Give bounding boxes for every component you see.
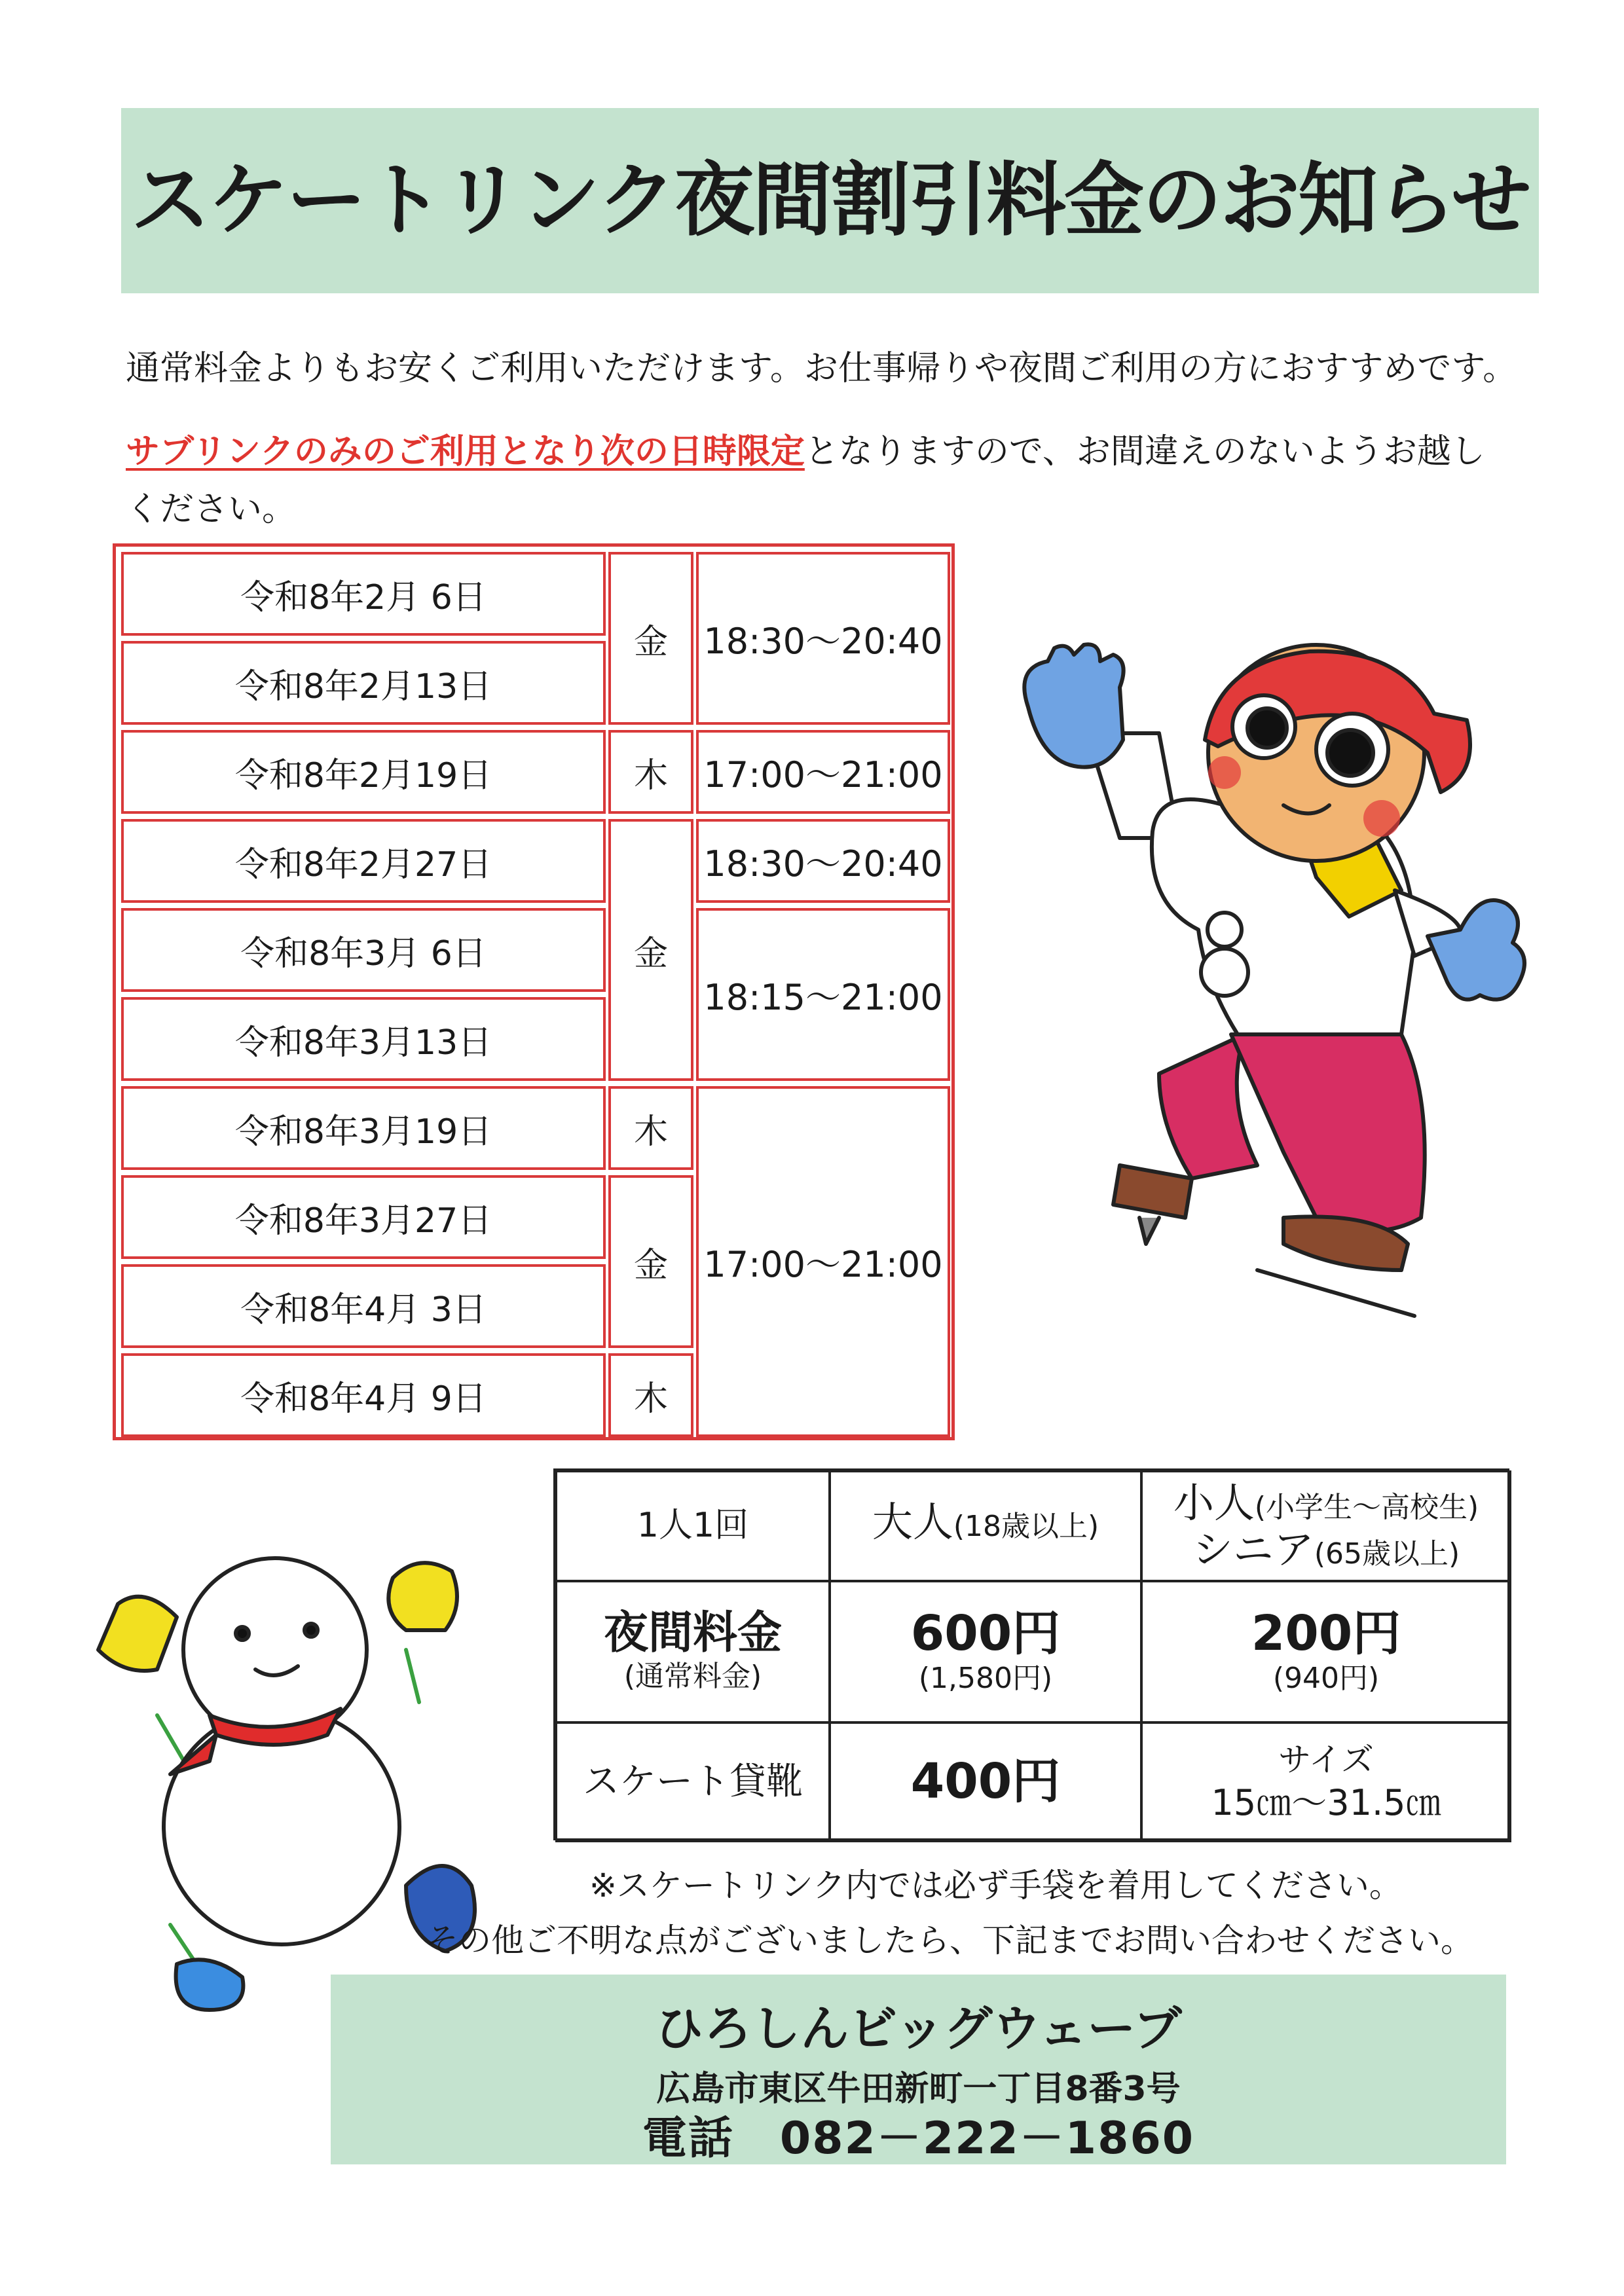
date-cell: 令和8年2月27日 bbox=[121, 819, 606, 903]
weekday-cell: 金 bbox=[608, 819, 693, 1081]
skate-price-cell bbox=[829, 1722, 1142, 1842]
child-price-cell bbox=[1141, 1580, 1511, 1723]
skate-label-cell bbox=[555, 1722, 830, 1842]
senior-sub: (65歳以上) bbox=[1314, 1537, 1460, 1571]
child-night-price: 200円 bbox=[1251, 1605, 1401, 1662]
weekday-cell: 木 bbox=[608, 1086, 693, 1170]
weekday-cell: 金 bbox=[608, 1175, 693, 1348]
adult-regular-price: (1,580円) bbox=[918, 1662, 1053, 1696]
page-title: スケートリンク夜間割引料金のお知らせ bbox=[130, 154, 1530, 247]
price-table bbox=[553, 1468, 1509, 1840]
date-cell: 令和8年2月 6日 bbox=[121, 552, 606, 636]
time-cell: 18:15～21:00 bbox=[696, 908, 950, 1081]
size-label: サイズ bbox=[1278, 1741, 1374, 1779]
date-cell: 令和8年2月13日 bbox=[121, 641, 606, 725]
intro-text: 通常料金よりもお安くご利用いただけます。お仕事帰りや夜間ご利用の方におすすめです。 bbox=[126, 349, 1517, 388]
time-cell: 18:30～20:40 bbox=[696, 819, 950, 903]
time-cell: 17:00～21:00 bbox=[696, 730, 950, 814]
gloves-note: ※スケートリンク内では必ず手袋を着用してください。 bbox=[589, 1867, 1402, 1904]
senior-label: シニア bbox=[1192, 1525, 1314, 1573]
size-range: 15㎝～31.5㎝ bbox=[1211, 1781, 1441, 1823]
notice-highlight: サブリンクのみのご利用となり次の日時限定 bbox=[126, 432, 805, 471]
time-cell: 17:00～21:00 bbox=[696, 1086, 950, 1437]
date-cell: 令和8年3月13日 bbox=[121, 997, 606, 1081]
head-label: 1人1回 bbox=[637, 1506, 749, 1546]
notice-text bbox=[126, 423, 1501, 538]
date-cell: 令和8年2月19日 bbox=[121, 730, 606, 814]
date-cell: 令和8年4月 3日 bbox=[121, 1264, 606, 1348]
weekday-cell: 木 bbox=[608, 730, 693, 814]
weekday-cell: 木 bbox=[608, 1353, 693, 1437]
skate-price: 400円 bbox=[910, 1753, 1061, 1810]
time-cell: 18:30～20:40 bbox=[696, 552, 950, 725]
date-cell: 令和8年3月19日 bbox=[121, 1086, 606, 1170]
child-regular-price: (940円) bbox=[1272, 1662, 1380, 1696]
adult-night-price: 600円 bbox=[910, 1605, 1061, 1662]
facility-address: 広島市東区牛田新町一丁目8番3号 bbox=[656, 2069, 1181, 2109]
schedule-table bbox=[113, 543, 955, 1440]
inquiry-note: その他ご不明な点がございましたら、下記までお問い合わせください。 bbox=[426, 1922, 1473, 1959]
date-cell: 令和8年3月 6日 bbox=[121, 908, 606, 992]
skater-girl-illustration bbox=[1008, 642, 1532, 1388]
child-header-cell bbox=[1141, 1470, 1511, 1582]
adult-header-cell bbox=[829, 1470, 1142, 1582]
adult-sub: (18歳以上) bbox=[953, 1510, 1099, 1543]
skate-label: スケート貸靴 bbox=[583, 1760, 803, 1803]
skate-size-cell bbox=[1141, 1722, 1511, 1842]
adult-label: 大人 bbox=[872, 1498, 953, 1546]
notice-rest: となりますので、お間違えのないようお越しください。 bbox=[126, 432, 1485, 529]
date-cell: 令和8年4月 9日 bbox=[121, 1353, 606, 1437]
price-head-cell bbox=[555, 1470, 830, 1582]
facility-name: ひろしんビッグウェーブ bbox=[655, 2001, 1182, 2057]
weekday-cell: 金 bbox=[608, 552, 693, 725]
facility-phone: 電話 082－222－1860 bbox=[642, 2113, 1195, 2164]
night-sub: (通常料金) bbox=[623, 1659, 762, 1693]
adult-price-cell bbox=[829, 1580, 1142, 1723]
night-label-cell bbox=[555, 1580, 830, 1723]
child-label: 小人 bbox=[1173, 1478, 1255, 1527]
night-label: 夜間料金 bbox=[603, 1607, 782, 1660]
child-sub: (小学生～高校生) bbox=[1254, 1490, 1479, 1524]
date-cell: 令和8年3月27日 bbox=[121, 1175, 606, 1259]
